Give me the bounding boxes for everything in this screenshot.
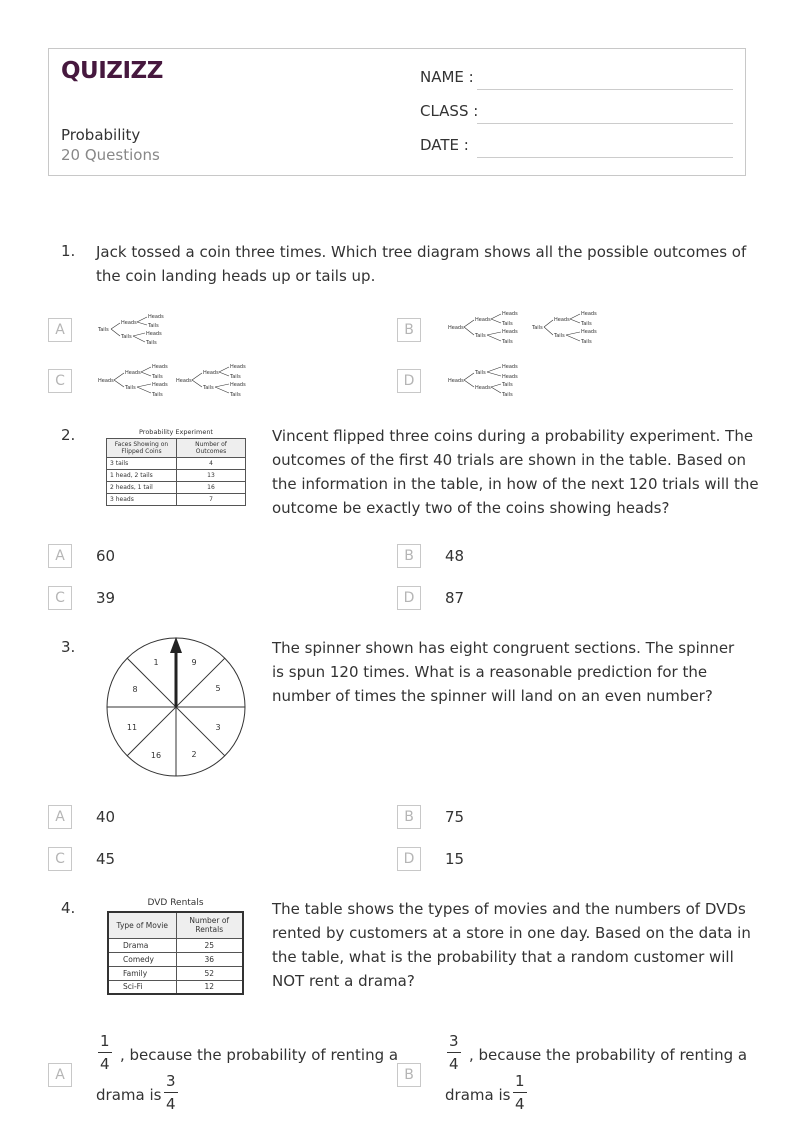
tree-label: Tails <box>581 339 592 345</box>
option-c-box[interactable]: C <box>48 847 72 871</box>
table-header: Number of Outcomes <box>177 439 246 458</box>
question-text-line: NOT rent a drama? <box>272 972 415 990</box>
tree-label: Heads <box>554 317 570 323</box>
table-title: DVD Rentals <box>147 898 204 908</box>
tree-label: Tails <box>152 392 163 398</box>
question-number: 2. <box>61 426 76 444</box>
class-line <box>477 123 733 124</box>
spinner-figure <box>100 632 256 778</box>
spinner-number: 9 <box>191 658 197 667</box>
tree-label: Heads <box>152 364 168 370</box>
table-cell: 3 heads <box>107 494 177 506</box>
tree-label: Heads <box>502 329 518 335</box>
option-c-box[interactable]: C <box>48 586 72 610</box>
fraction-denominator: 4 <box>100 1055 110 1073</box>
quizizz-logo: QUIZIZZ <box>61 58 163 84</box>
tree-label: Tails <box>475 333 486 339</box>
spinner-number: 16 <box>150 751 162 760</box>
option-a-fraction <box>98 1032 112 1073</box>
date-label: DATE : <box>420 136 469 154</box>
tree-label: Heads <box>176 378 192 384</box>
fraction-numerator: 1 <box>98 1032 112 1053</box>
name-label: NAME : <box>420 68 474 86</box>
class-label: CLASS : <box>420 102 479 120</box>
option-d-box[interactable]: D <box>397 369 421 393</box>
question-number: 3. <box>61 638 76 656</box>
table-title: Probability Experiment <box>139 428 213 436</box>
table-cell: 36 <box>176 952 243 966</box>
date-line <box>477 157 733 158</box>
tree-label: Tails <box>502 339 513 345</box>
option-a-box[interactable]: A <box>48 544 72 568</box>
option-b-fraction <box>447 1032 461 1073</box>
tree-label: Heads <box>502 364 518 370</box>
probability-experiment-table-figure <box>106 428 246 506</box>
option-b-box[interactable]: B <box>397 318 421 342</box>
tree-diagram-b <box>446 308 606 348</box>
option-a-fraction <box>164 1072 178 1113</box>
fraction-numerator: 3 <box>447 1032 461 1053</box>
tree-label: Heads <box>448 378 464 384</box>
option-a-box[interactable]: A <box>48 318 72 342</box>
option-b-fraction <box>513 1072 527 1113</box>
question-text-line: outcomes of the first 40 trials are shown in the table. Based on <box>272 451 747 469</box>
table-cell: Family <box>108 966 176 980</box>
table-cell: Drama <box>108 938 176 952</box>
spinner-number: 11 <box>126 723 138 732</box>
fraction-denominator: 4 <box>449 1055 459 1073</box>
tree-label: Tails <box>148 323 159 329</box>
option-b-box[interactable]: B <box>397 544 421 568</box>
tree-diagram-a <box>96 310 176 348</box>
table-cell: 25 <box>176 938 243 952</box>
tree-label: Heads <box>475 317 491 323</box>
spinner-number: 1 <box>153 658 159 667</box>
tree-label: Tails <box>502 382 513 388</box>
tree-label: Tails <box>152 374 163 380</box>
rentals-table <box>107 911 244 995</box>
question-text-line: the table, what is the probability that a random customer will <box>272 948 734 966</box>
option-d-box[interactable]: D <box>397 586 421 610</box>
option-a-box[interactable]: A <box>48 1063 72 1087</box>
option-c-text[interactable]: 45 <box>96 850 116 868</box>
tree-label: Tails <box>230 374 241 380</box>
question-text-line: The table shows the types of movies and the numbers of DVDs <box>272 900 746 918</box>
tree-label: Heads <box>121 320 137 326</box>
name-line <box>477 89 733 90</box>
option-a-box[interactable]: A <box>48 805 72 829</box>
tree-label: Tails <box>98 327 109 333</box>
option-b-box[interactable]: B <box>397 805 421 829</box>
option-d-text[interactable]: 15 <box>445 850 465 868</box>
option-b-text-cont[interactable]: drama is <box>445 1086 511 1104</box>
option-c-text[interactable]: 39 <box>96 589 116 607</box>
table-header: Number of Rentals <box>176 912 243 938</box>
experiment-table <box>106 438 246 506</box>
table-cell: 12 <box>176 980 243 994</box>
fraction-denominator: 4 <box>515 1095 525 1113</box>
option-a-text-cont[interactable]: drama is <box>96 1086 162 1104</box>
tree-label: Tails <box>502 392 513 398</box>
option-a-text[interactable]: 40 <box>96 808 116 826</box>
tree-diagram-d <box>446 360 526 400</box>
tree-label: Heads <box>581 311 597 317</box>
question-text-line: The spinner shown has eight congruent sections. The spinner <box>272 639 735 657</box>
option-b-text[interactable]: 48 <box>445 547 465 565</box>
tree-label: Tails <box>146 340 157 346</box>
tree-label: Heads <box>98 378 114 384</box>
spinner-number: 5 <box>215 684 221 693</box>
table-cell: 52 <box>176 966 243 980</box>
question-text-line: the information in the table, in how of the next 120 trials will the <box>272 475 759 493</box>
option-b-text[interactable]: , because the probability of renting a <box>469 1046 748 1064</box>
tree-label: Heads <box>203 370 219 376</box>
option-b-text[interactable]: 75 <box>445 808 465 826</box>
option-c-box[interactable]: C <box>48 369 72 393</box>
tree-label: Tails <box>554 333 565 339</box>
tree-label: Heads <box>230 364 246 370</box>
tree-label: Heads <box>502 311 518 317</box>
table-cell: 2 heads, 1 tail <box>107 482 177 494</box>
option-a-text[interactable]: 60 <box>96 547 116 565</box>
tree-label: Tails <box>121 334 132 340</box>
table-header: Faces Showing on Flipped Coins <box>107 439 177 458</box>
tree-diagram-c <box>96 360 246 400</box>
table-cell: 13 <box>177 470 246 482</box>
spinner-number: 2 <box>191 750 197 759</box>
tree-label: Heads <box>230 382 246 388</box>
tree-label: Heads <box>146 331 162 337</box>
question-count: 20 Questions <box>61 146 160 164</box>
tree-label: Tails <box>532 325 543 331</box>
spinner-number: 8 <box>132 685 138 694</box>
tree-label: Tails <box>475 370 486 376</box>
tree-label: Heads <box>152 382 168 388</box>
option-d-text[interactable]: 87 <box>445 589 465 607</box>
option-a-text[interactable]: , because the probability of renting a <box>120 1046 399 1064</box>
question-text-line: rented by customers at a store in one day. Based on the data in <box>272 924 751 942</box>
spinner-number: 3 <box>215 723 221 732</box>
tree-label: Tails <box>125 385 136 391</box>
tree-label: Heads <box>502 374 518 380</box>
worksheet-title: Probability <box>61 126 141 144</box>
tree-label: Tails <box>581 321 592 327</box>
dvd-rentals-table-figure <box>107 898 244 995</box>
table-header: Type of Movie <box>108 912 176 938</box>
tree-label: Tails <box>502 321 513 327</box>
table-cell: 16 <box>177 482 246 494</box>
tree-label: Tails <box>230 392 241 398</box>
question-number: 4. <box>61 899 76 917</box>
question-text-line: outcome be exactly two of the coins showing heads? <box>272 499 670 517</box>
question-text-line: is spun 120 times. What is a reasonable prediction for the <box>272 663 708 681</box>
tree-label: Tails <box>203 385 214 391</box>
table-cell: 3 tails <box>107 458 177 470</box>
question-text-line: number of times the spinner will land on an even number? <box>272 687 713 705</box>
table-cell: Comedy <box>108 952 176 966</box>
table-cell: 7 <box>177 494 246 506</box>
tree-label: Heads <box>125 370 141 376</box>
table-cell: 4 <box>177 458 246 470</box>
option-d-box[interactable]: D <box>397 847 421 871</box>
question-text-line: Jack tossed a coin three times. Which tree diagram shows all the possible outcomes of <box>96 243 747 261</box>
fraction-numerator: 3 <box>164 1072 178 1093</box>
question-text-line: Vincent flipped three coins during a probability experiment. The <box>272 427 754 445</box>
tree-label: Heads <box>581 329 597 335</box>
table-cell: 1 head, 2 tails <box>107 470 177 482</box>
tree-label: Heads <box>148 314 164 320</box>
tree-label: Heads <box>475 385 491 391</box>
fraction-numerator: 1 <box>513 1072 527 1093</box>
question-number: 1. <box>61 242 76 260</box>
tree-label: Heads <box>448 325 464 331</box>
option-b-box[interactable]: B <box>397 1063 421 1087</box>
fraction-denominator: 4 <box>166 1095 176 1113</box>
question-text-line: the coin landing heads up or tails up. <box>96 267 376 285</box>
table-cell: Sci-Fi <box>108 980 176 994</box>
